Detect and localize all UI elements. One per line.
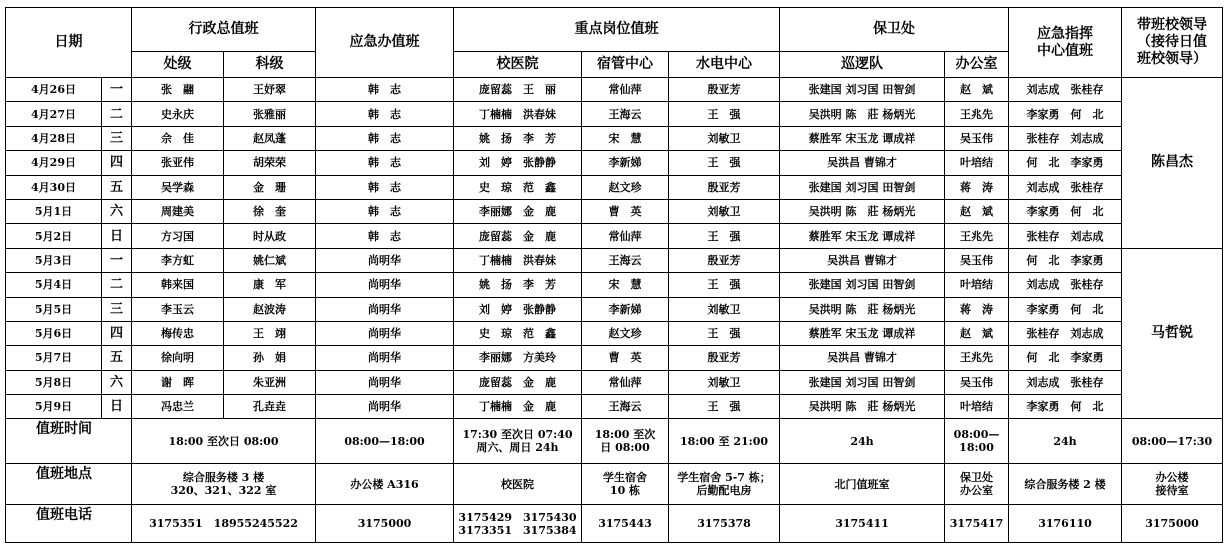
footer-time-leader: 08:00—17:30 [1122,419,1223,464]
header-admin-dept: 处级 [132,52,224,78]
admin-section-cell: 赵凤蓬 [224,126,316,150]
emergency-cell: 尚明华 [316,395,454,419]
date-cell: 5月2日 [6,224,102,248]
table-row [6,126,1223,150]
duty-roster-table [5,7,1223,543]
admin-section-cell: 孔垚垚 [224,395,316,419]
patrol-cell: 吴洪昌 曹锦才 [780,151,945,175]
weekday-cell: 一 [102,78,132,102]
utility-cell: 王 强 [669,273,780,297]
admin-dept-cell: 徐向明 [132,346,224,370]
admin-dept-cell: 谢 晖 [132,370,224,394]
date-cell: 5月8日 [6,370,102,394]
header-key-posts: 重点岗位值班 [454,8,780,52]
footer-time-dorm: 18:00 至次 日 08:00 [582,419,669,464]
utility-cell: 殷亚芳 [669,175,780,199]
emergency-cell: 韩 志 [316,199,454,223]
footer-place-patrol: 北门值班室 [780,464,945,505]
admin-dept-cell: 韩来国 [132,273,224,297]
footer-place-utility: 学生宿舍 5-7 栋； 后勤配电房 [669,464,780,505]
header-hospital: 校医院 [454,52,582,78]
patrol-cell: 张建国 刘习国 田智剑 [780,175,945,199]
footer-phone-utility: 3175378 [669,505,780,543]
admin-section-cell: 胡荣荣 [224,151,316,175]
dorm-cell: 王海云 [582,248,669,272]
footer-place-security-office: 保卫处 办公室 [945,464,1009,505]
date-cell: 4月29日 [6,151,102,175]
header-date: 日期 [6,8,132,78]
emergency-cell: 尚明华 [316,297,454,321]
patrol-cell: 吴洪明 陈 莊 杨炳光 [780,199,945,223]
admin-dept-cell: 吴学森 [132,175,224,199]
patrol-cell: 吴洪明 陈 莊 杨炳光 [780,297,945,321]
dorm-cell: 曹 英 [582,199,669,223]
emergency-cell: 韩 志 [316,78,454,102]
hospital-cell: 姚 扬 李 芳 [454,126,582,150]
command-cell: 刘志成 张桂存 [1009,78,1122,102]
weekday-cell: 三 [102,297,132,321]
emergency-cell: 韩 志 [316,102,454,126]
admin-section-cell: 赵波涛 [224,297,316,321]
command-cell: 张桂存 刘志成 [1009,224,1122,248]
command-cell: 张桂存 刘志成 [1009,126,1122,150]
header-patrol: 巡逻队 [780,52,945,78]
admin-dept-cell: 李方虹 [132,248,224,272]
dorm-cell: 常仙萍 [582,370,669,394]
command-cell: 张桂存 刘志成 [1009,321,1122,345]
dorm-cell: 宋 慧 [582,273,669,297]
security-office-cell: 王兆先 [945,102,1009,126]
utility-cell: 刘敏卫 [669,199,780,223]
hospital-cell: 李丽娜 金 鹿 [454,199,582,223]
hospital-cell: 庞留蕊 金 鹿 [454,224,582,248]
utility-cell: 王 强 [669,321,780,345]
footer-place-hospital: 校医院 [454,464,582,505]
table-row [6,321,1223,345]
patrol-cell: 吴洪明 陈 莊 杨炳光 [780,102,945,126]
table-row [6,346,1223,370]
hospital-cell: 丁楠楠 金 鹿 [454,395,582,419]
table-row [6,78,1223,102]
security-office-cell: 蒋 涛 [945,297,1009,321]
dorm-cell: 曹 英 [582,346,669,370]
security-office-cell: 吴玉伟 [945,248,1009,272]
utility-cell: 刘敏卫 [669,126,780,150]
command-cell: 李家勇 何 北 [1009,102,1122,126]
hospital-cell: 李丽娜 方美玲 [454,346,582,370]
security-office-cell: 蒋 涛 [945,175,1009,199]
dorm-cell: 李新娣 [582,151,669,175]
hospital-cell: 史 琼 范 鑫 [454,321,582,345]
admin-dept-cell: 周建美 [132,199,224,223]
emergency-cell: 韩 志 [316,151,454,175]
footer-phone-admin: 3175351 18955245522 [132,505,316,543]
admin-dept-cell: 冯忠兰 [132,395,224,419]
utility-cell: 王 强 [669,151,780,175]
utility-cell: 王 强 [669,224,780,248]
security-office-cell: 叶培结 [945,151,1009,175]
admin-dept-cell: 史永庆 [132,102,224,126]
weekday-cell: 五 [102,346,132,370]
emergency-cell: 尚明华 [316,248,454,272]
hospital-cell: 丁楠楠 洪春妹 [454,102,582,126]
admin-dept-cell: 梅传忠 [132,321,224,345]
weekday-cell: 四 [102,321,132,345]
command-cell: 何 北 李家勇 [1009,248,1122,272]
utility-cell: 殷亚芳 [669,346,780,370]
admin-dept-cell: 张亚伟 [132,151,224,175]
hospital-cell: 丁楠楠 洪春妹 [454,248,582,272]
footer-phone-hospital: 3175429 3175430 3173351 3175384 [454,505,582,543]
command-cell: 刘志成 张桂存 [1009,370,1122,394]
admin-section-cell: 孙 娟 [224,346,316,370]
header-school-leader: 带班校领导 （接待日值 班校领导） [1122,8,1223,78]
security-office-cell: 叶培结 [945,273,1009,297]
date-cell: 5月9日 [6,395,102,419]
command-cell: 李家勇 何 北 [1009,297,1122,321]
footer-time-patrol: 24h [780,419,945,464]
weekday-cell: 六 [102,370,132,394]
date-cell: 4月26日 [6,78,102,102]
admin-dept-cell: 张 翮 [132,78,224,102]
weekday-cell: 二 [102,273,132,297]
hospital-cell: 庞留蕊 王 丽 [454,78,582,102]
admin-dept-cell: 李玉云 [132,297,224,321]
weekday-cell: 六 [102,199,132,223]
admin-section-cell: 张雅丽 [224,102,316,126]
footer-time-emergency: 08:00—18:00 [316,419,454,464]
security-office-cell: 王兆先 [945,224,1009,248]
school-leader-cell: 陈昌杰 [1122,78,1223,249]
hospital-cell: 庞留蕊 金 鹿 [454,370,582,394]
footer-place-emergency: 办公楼 A316 [316,464,454,505]
table-row [6,199,1223,223]
weekday-cell: 三 [102,126,132,150]
date-cell: 5月4日 [6,273,102,297]
hospital-cell: 姚 扬 李 芳 [454,273,582,297]
footer-phone-command: 3176110 [1009,505,1122,543]
date-cell: 5月3日 [6,248,102,272]
emergency-cell: 尚明华 [316,346,454,370]
date-cell: 4月27日 [6,102,102,126]
patrol-cell: 吴洪昌 曹锦才 [780,248,945,272]
security-office-cell: 吴玉伟 [945,370,1009,394]
hospital-cell: 史 琼 范 鑫 [454,175,582,199]
admin-section-cell: 朱亚洲 [224,370,316,394]
header-dorm: 宿管中心 [582,52,669,78]
utility-cell: 刘敏卫 [669,297,780,321]
table-row [6,370,1223,394]
footer-phone-patrol: 3175411 [780,505,945,543]
security-office-cell: 赵 斌 [945,321,1009,345]
weekday-cell: 日 [102,224,132,248]
footer-place-command: 综合服务楼 2 楼 [1009,464,1122,505]
weekday-cell: 日 [102,395,132,419]
command-cell: 李家勇 何 北 [1009,395,1122,419]
hospital-cell: 刘 婷 张静静 [454,151,582,175]
footer-phone-security-office: 3175417 [945,505,1009,543]
command-cell: 李家勇 何 北 [1009,199,1122,223]
footer-place-label: 值班地点 [6,464,132,505]
admin-section-cell: 时从政 [224,224,316,248]
footer-phone-leader: 3175000 [1122,505,1223,543]
patrol-cell: 蔡胜军 宋玉龙 谭成祥 [780,126,945,150]
weekday-cell: 四 [102,151,132,175]
header-emergency-office: 应急办值班 [316,8,454,78]
header-security-office: 办公室 [945,52,1009,78]
table-row [6,102,1223,126]
dorm-cell: 赵文珍 [582,321,669,345]
command-cell: 刘志成 张桂存 [1009,175,1122,199]
footer-time-security-office: 08:00— 18:00 [945,419,1009,464]
security-office-cell: 王兆先 [945,346,1009,370]
security-office-cell: 赵 斌 [945,78,1009,102]
dorm-cell: 李新娣 [582,297,669,321]
admin-dept-cell: 佘 佳 [132,126,224,150]
footer-time-label: 值班时间 [6,419,132,464]
emergency-cell: 韩 志 [316,126,454,150]
table-row [6,297,1223,321]
command-cell: 何 北 李家勇 [1009,151,1122,175]
emergency-cell: 韩 志 [316,224,454,248]
dorm-cell: 王海云 [582,102,669,126]
table-row [6,175,1223,199]
footer-phone-emergency: 3175000 [316,505,454,543]
date-cell: 5月5日 [6,297,102,321]
date-cell: 5月6日 [6,321,102,345]
emergency-cell: 尚明华 [316,370,454,394]
emergency-cell: 尚明华 [316,321,454,345]
header-admin: 行政总值班 [132,8,316,52]
date-cell: 5月7日 [6,346,102,370]
footer-time-hospital: 17:30 至次日 07:40 周六、周日 24h [454,419,582,464]
utility-cell: 殷亚芳 [669,78,780,102]
security-office-cell: 赵 斌 [945,199,1009,223]
admin-section-cell: 徐 奎 [224,199,316,223]
utility-cell: 殷亚芳 [669,248,780,272]
dorm-cell: 宋 慧 [582,126,669,150]
date-cell: 4月28日 [6,126,102,150]
school-leader-cell: 马哲锐 [1122,248,1223,419]
utility-cell: 王 强 [669,395,780,419]
dorm-cell: 常仙萍 [582,78,669,102]
emergency-cell: 韩 志 [316,175,454,199]
header-admin-section: 科级 [224,52,316,78]
utility-cell: 刘敏卫 [669,370,780,394]
patrol-cell: 张建国 刘习国 田智剑 [780,273,945,297]
hospital-cell: 刘 婷 张静静 [454,297,582,321]
weekday-cell: 二 [102,102,132,126]
table-row [6,248,1223,272]
utility-cell: 王 强 [669,102,780,126]
footer-place-admin: 综合服务楼 3 楼 320、321、322 室 [132,464,316,505]
admin-section-cell: 金 珊 [224,175,316,199]
header-security: 保卫处 [780,8,1009,52]
table-row [6,273,1223,297]
dorm-cell: 王海云 [582,395,669,419]
patrol-cell: 蔡胜军 宋玉龙 谭成祥 [780,224,945,248]
footer-phone-dorm: 3175443 [582,505,669,543]
patrol-cell: 蔡胜军 宋玉龙 谭成祥 [780,321,945,345]
admin-section-cell: 姚仁斌 [224,248,316,272]
admin-dept-cell: 方习国 [132,224,224,248]
footer-place-dorm: 学生宿舍 10 栋 [582,464,669,505]
footer-phone-label: 值班电话 [6,505,132,543]
emergency-cell: 尚明华 [316,273,454,297]
dorm-cell: 常仙萍 [582,224,669,248]
date-cell: 5月1日 [6,199,102,223]
weekday-cell: 五 [102,175,132,199]
table-row [6,395,1223,419]
security-office-cell: 吴玉伟 [945,126,1009,150]
date-cell: 4月30日 [6,175,102,199]
footer-place-leader: 办公楼 接待室 [1122,464,1223,505]
admin-section-cell: 王 翊 [224,321,316,345]
dorm-cell: 赵文珍 [582,175,669,199]
footer-time-utility: 18:00 至 21:00 [669,419,780,464]
patrol-cell: 张建国 刘习国 田智剑 [780,370,945,394]
admin-section-cell: 康 军 [224,273,316,297]
footer-time-admin: 18:00 至次日 08:00 [132,419,316,464]
command-cell: 何 北 李家勇 [1009,346,1122,370]
table-row [6,151,1223,175]
security-office-cell: 叶培结 [945,395,1009,419]
table-row [6,224,1223,248]
header-command-center: 应急指挥 中心值班 [1009,8,1122,78]
patrol-cell: 吴洪昌 曹锦才 [780,346,945,370]
command-cell: 刘志成 张桂存 [1009,273,1122,297]
weekday-cell: 一 [102,248,132,272]
admin-section-cell: 王妤翠 [224,78,316,102]
patrol-cell: 张建国 刘习国 田智剑 [780,78,945,102]
patrol-cell: 吴洪明 陈 莊 杨炳光 [780,395,945,419]
footer-time-command: 24h [1009,419,1122,464]
header-utility: 水电中心 [669,52,780,78]
